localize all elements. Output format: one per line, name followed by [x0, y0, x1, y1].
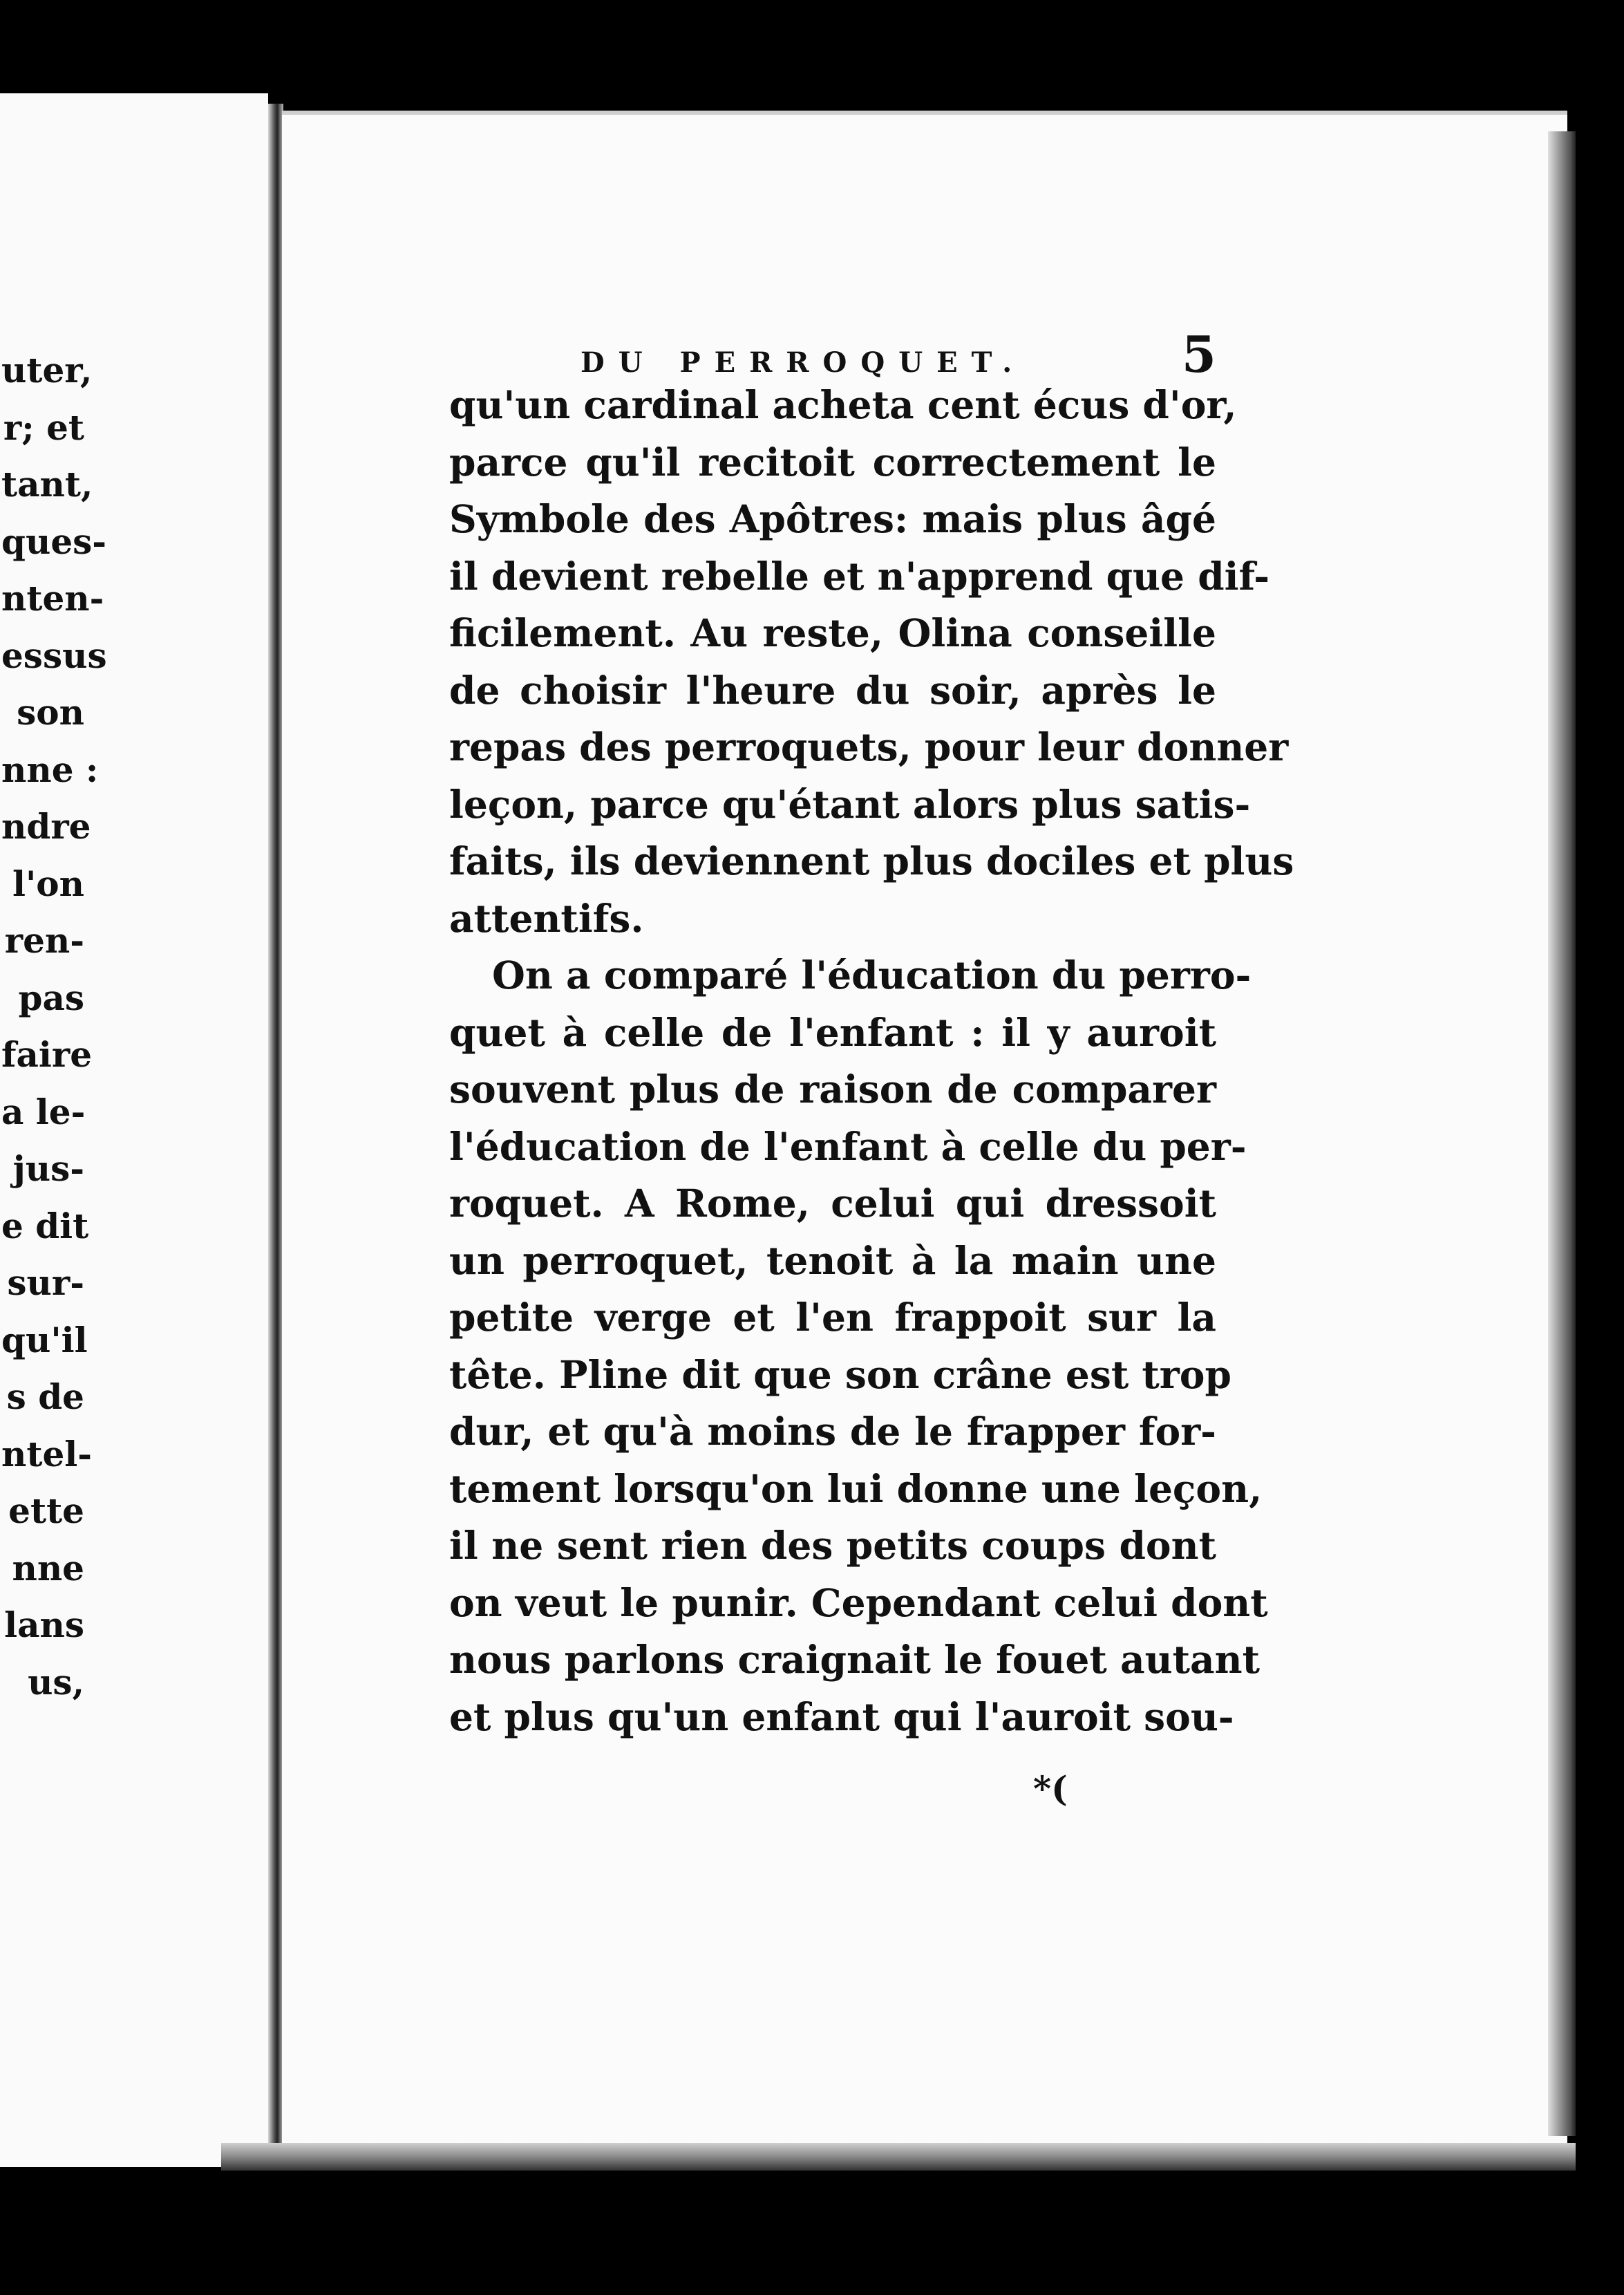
text-line: tement lorsqu'on lui donne une leçon, — [449, 1465, 1263, 1511]
left-fragment-line: ndre — [1, 806, 91, 847]
left-fragment-line: nne — [12, 1547, 84, 1589]
left-fragment-line: us, — [28, 1661, 84, 1703]
text-line: roquet. A Rome, celui qui dressoit — [449, 1181, 1216, 1226]
signature-mark: *( — [1033, 1768, 1068, 1809]
text-line: de choisir l'heure du soir, après le — [449, 667, 1216, 713]
text-line: souvent plus de raison de comparer — [449, 1067, 1216, 1112]
left-fragment-line: uter, — [1, 350, 93, 391]
text-line: parce qu'il recitoit correctement le — [449, 439, 1216, 485]
text-line: repas des perroquets, pour leur donner — [449, 724, 1289, 769]
page-edge-right — [1548, 131, 1576, 2136]
left-fragment-line: l'on — [12, 863, 84, 904]
left-page-text-fragments — [1, 342, 107, 1711]
text-line: faits, ils deviennent plus dociles et plus — [449, 839, 1294, 883]
left-fragment-line: a le- — [1, 1091, 86, 1132]
page-edge-bottom — [221, 2143, 1576, 2171]
left-fragment-line: lans — [4, 1604, 84, 1645]
left-fragment-line: e dit — [1, 1205, 89, 1246]
text-line: on veut le punir. Cependant celui dont — [449, 1580, 1268, 1625]
text-line: et plus qu'un enfant qui l'auroit sou- — [449, 1694, 1234, 1739]
text-line: nous parlons craignait le fouet autant — [449, 1637, 1261, 1682]
left-fragment-line: jus- — [12, 1148, 84, 1189]
running-head — [580, 325, 1216, 384]
text-line: ficilement. Au reste, Olina conseille — [449, 610, 1216, 655]
left-fragment-line: qu'il — [1, 1319, 88, 1360]
page-number: 5 — [1181, 325, 1216, 384]
left-fragment-line: nne : — [1, 749, 99, 790]
left-fragment-line: faire — [1, 1034, 93, 1075]
left-fragment-line: r; et — [3, 406, 84, 448]
text-line: leçon, parce qu'étant alors plus satis- — [449, 781, 1251, 827]
text-line: quet à celle de l'enfant : il y auroit — [449, 1009, 1216, 1055]
left-fragment-line: pas — [18, 977, 84, 1018]
text-line: il ne sent rien des petits coups dont — [449, 1523, 1216, 1568]
left-fragment-line: son — [17, 692, 84, 733]
left-fragment-line: ntel- — [1, 1433, 93, 1474]
text-line: petite verge et l'en frappoit sur la — [449, 1295, 1216, 1340]
text-line: un perroquet, tenoit à la main une — [449, 1237, 1216, 1283]
book-gutter — [268, 104, 283, 2150]
left-fragment-line: essus — [1, 635, 107, 676]
left-fragment-line: s de — [6, 1376, 84, 1417]
left-fragment-line: ren- — [4, 920, 84, 961]
text-line: dur, et qu'à moins de le frapper for- — [449, 1409, 1216, 1454]
text-line: tête. Pline dit que son crâne est trop — [449, 1351, 1231, 1397]
text-line: attentifs. — [449, 895, 644, 941]
body-text — [449, 377, 1294, 1745]
text-line: On a comparé l'éducation du perro- — [492, 953, 1252, 997]
text-line: l'éducation de l'enfant à celle du per- — [449, 1123, 1247, 1169]
text-line: il devient rebelle et n'apprend que dif- — [449, 553, 1270, 599]
running-head-title: DU PERROQUET. — [580, 346, 1026, 379]
left-fragment-line: sur- — [7, 1262, 84, 1303]
text-line: qu'un cardinal acheta cent écus d'or, — [449, 382, 1237, 427]
left-fragment-line: tant, — [1, 464, 93, 505]
left-fragment-line: ques- — [1, 521, 107, 562]
left-fragment-line: nten- — [1, 578, 104, 619]
left-fragment-line: ette — [8, 1490, 84, 1531]
text-line: Symbole des Apôtres: mais plus âgé — [449, 496, 1216, 541]
